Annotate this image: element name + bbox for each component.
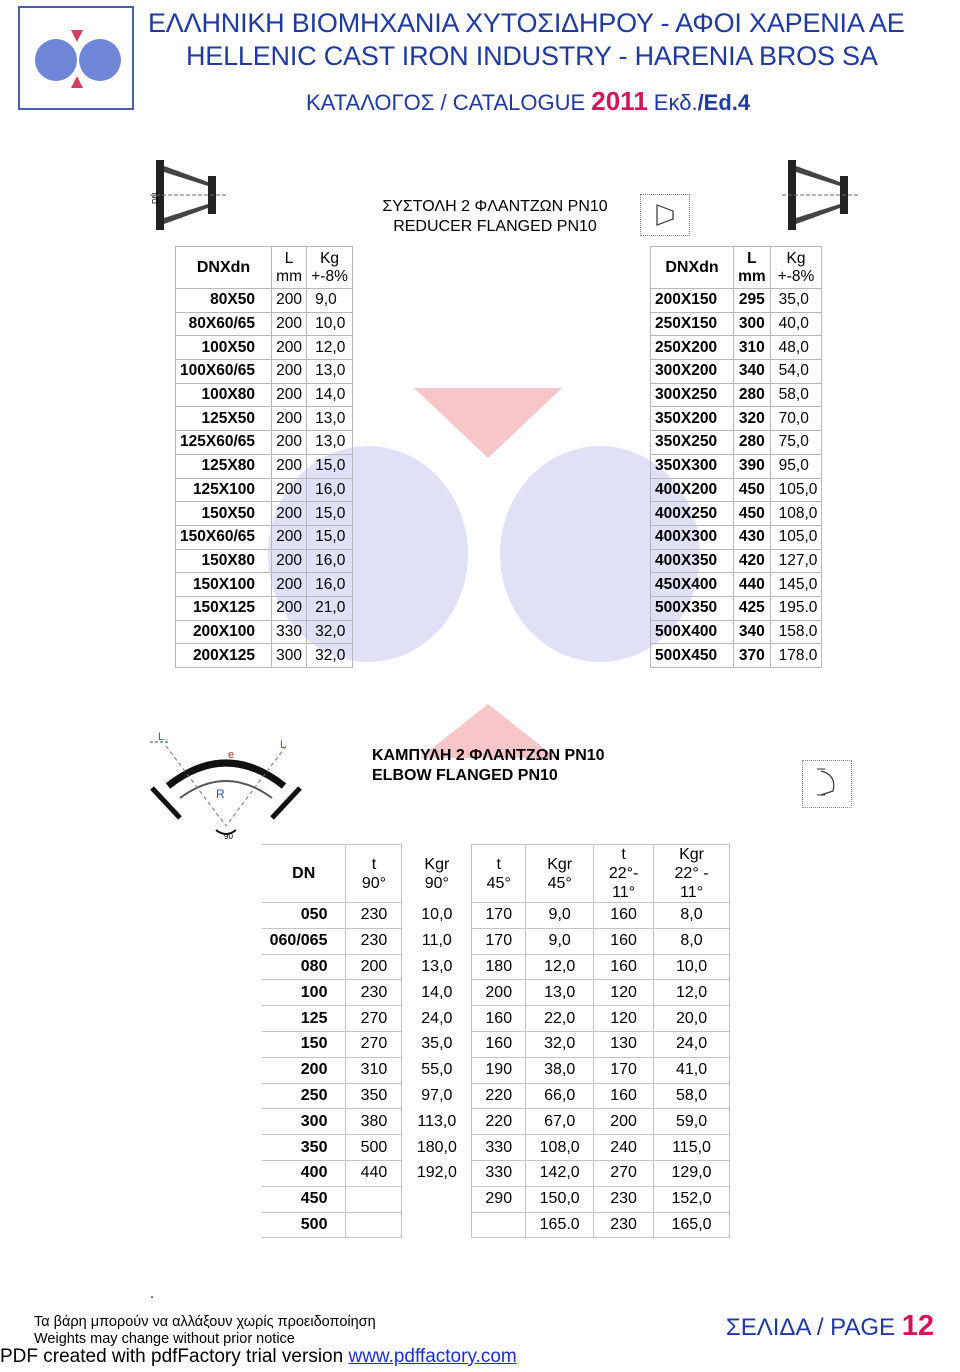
header-kg22: Kgr 22° - 11° [654, 845, 730, 903]
table-cell: 125X50 [176, 407, 272, 431]
pdf-footer-text: PDF created with pdfFactory trial version [0, 1346, 349, 1367]
table-cell: 16,0 [307, 478, 353, 502]
table-row [262, 903, 730, 929]
table-cell: 350X200 [651, 407, 734, 431]
table-row [651, 383, 822, 407]
table-cell: 8,0 [654, 903, 730, 929]
table-cell: 125X80 [176, 454, 272, 478]
elbow-drawing [146, 726, 306, 847]
table-cell: 200 [262, 1057, 346, 1083]
table-cell: 280 [734, 431, 771, 455]
table-row [262, 1160, 730, 1186]
drawing-label-l1: L [158, 731, 165, 743]
table-cell: 16,0 [307, 573, 353, 597]
table-cell: 060/065 [262, 928, 346, 954]
table-cell [402, 1212, 472, 1238]
table-cell: 400X200 [651, 478, 734, 502]
table-cell: 270 [346, 1006, 402, 1032]
table-cell: 160 [594, 903, 654, 929]
pdffactory-link[interactable]: www.pdffactory.com [348, 1346, 517, 1367]
header-weight: Kg +-8% [770, 247, 822, 289]
drawing-label-r: R [216, 787, 225, 801]
reducer-drawing-left [150, 156, 230, 239]
table-cell: 350 [346, 1083, 402, 1109]
table-cell: 158.0 [770, 620, 822, 644]
reducer-right-body [651, 289, 822, 668]
table-cell: 450X400 [651, 573, 734, 597]
table-cell: 400 [262, 1160, 346, 1186]
table-cell: 97,0 [402, 1083, 472, 1109]
table-row [262, 1212, 730, 1238]
table-cell: 15,0 [307, 502, 353, 526]
table-cell: 330 [472, 1135, 526, 1161]
table-cell: 150X125 [176, 596, 272, 620]
table-cell: 230 [346, 928, 402, 954]
table-cell: 160 [472, 1006, 526, 1032]
table-cell: 150X60/65 [176, 525, 272, 549]
table-cell: 70,0 [770, 407, 822, 431]
table-cell: 200 [272, 525, 307, 549]
table-cell: 500X400 [651, 620, 734, 644]
table-cell: 200 [272, 454, 307, 478]
table-cell: 22,0 [526, 1006, 594, 1032]
table-cell: 270 [346, 1031, 402, 1057]
table-cell: 24,0 [654, 1031, 730, 1057]
table-row [651, 312, 822, 336]
table-cell: 220 [472, 1083, 526, 1109]
header-dn: DNXdn [651, 247, 734, 289]
table-cell: 125X100 [176, 478, 272, 502]
table-cell: 165.0 [526, 1212, 594, 1238]
table-cell: 330 [272, 620, 307, 644]
table-cell: 32,0 [307, 644, 353, 668]
table-row [176, 573, 353, 597]
table-cell: 340 [734, 620, 771, 644]
footer-dot: . [150, 1286, 155, 1302]
table-row [651, 407, 822, 431]
table-row [176, 312, 353, 336]
table-cell: 310 [346, 1057, 402, 1083]
table-row [176, 383, 353, 407]
elbow-title [360, 746, 640, 786]
table-cell: 66,0 [526, 1083, 594, 1109]
table-cell: 450 [262, 1186, 346, 1212]
header-t22: t 22°- 11° [594, 845, 654, 903]
table-cell: 58,0 [654, 1083, 730, 1109]
table-cell: 105,0 [770, 478, 822, 502]
table-cell: 380 [346, 1109, 402, 1135]
table-cell: 370 [734, 644, 771, 668]
table-cell: 230 [346, 903, 402, 929]
table-cell: 150 [262, 1031, 346, 1057]
table-cell: 280 [734, 383, 771, 407]
elbow-table [262, 844, 730, 1238]
table-cell: 440 [346, 1160, 402, 1186]
table-cell: 75,0 [770, 431, 822, 455]
table-cell: 80X60/65 [176, 312, 272, 336]
table-row [262, 1109, 730, 1135]
table-cell: 130 [594, 1031, 654, 1057]
table-row [651, 478, 822, 502]
reducer-title [360, 197, 630, 237]
table-row [176, 478, 353, 502]
footer-note-english: Weights may change without prior notice [34, 1331, 295, 1347]
table-row [262, 1006, 730, 1032]
table-cell [346, 1212, 402, 1238]
table-cell: 100X80 [176, 383, 272, 407]
table-cell: 230 [346, 980, 402, 1006]
table-row [176, 525, 353, 549]
table-cell: 150X100 [176, 573, 272, 597]
table-cell: 13,0 [402, 954, 472, 980]
table-cell [472, 1212, 526, 1238]
table-row [176, 620, 353, 644]
table-cell: 300X250 [651, 383, 734, 407]
header-t90: t 90° [346, 845, 402, 903]
table-cell: 100X50 [176, 336, 272, 360]
table-cell: 100 [262, 980, 346, 1006]
table-cell: 12,0 [654, 980, 730, 1006]
table-cell: 340 [734, 360, 771, 384]
table-cell: 160 [594, 954, 654, 980]
table-cell: 14,0 [307, 383, 353, 407]
table-row [262, 980, 730, 1006]
table-cell: 15,0 [307, 525, 353, 549]
reducer-left-body [176, 289, 353, 668]
drawing-label-l2: L [280, 739, 287, 751]
table-cell: 250 [262, 1083, 346, 1109]
catalogue-year: 2011 [591, 86, 648, 116]
reducer-drawing-right [782, 156, 862, 239]
table-row [262, 1186, 730, 1212]
table-row [262, 928, 730, 954]
header-kg45: Kgr 45° [526, 845, 594, 903]
table-cell: 050 [262, 903, 346, 929]
table-cell: 500X450 [651, 644, 734, 668]
table-cell: 32,0 [307, 620, 353, 644]
table-row [651, 644, 822, 668]
table-cell: 450 [734, 502, 771, 526]
table-row [651, 620, 822, 644]
table-row [651, 525, 822, 549]
table-cell: 14,0 [402, 980, 472, 1006]
table-cell: 21,0 [307, 596, 353, 620]
table-cell: 12,0 [526, 954, 594, 980]
page-label: ΣΕΛΙΔΑ / PAGE [725, 1314, 896, 1341]
table-cell: 200 [272, 312, 307, 336]
table-cell: 220 [472, 1109, 526, 1135]
table-cell: 400X250 [651, 502, 734, 526]
table-cell: 200 [272, 502, 307, 526]
table-cell: 35,0 [770, 289, 822, 313]
table-cell: 170 [472, 903, 526, 929]
table-cell: 180 [472, 954, 526, 980]
table-row [176, 289, 353, 313]
table-cell: 170 [594, 1057, 654, 1083]
table-cell: 200 [272, 289, 307, 313]
table-cell: 41,0 [654, 1057, 730, 1083]
table-cell: 500X350 [651, 596, 734, 620]
table-cell: 240 [594, 1135, 654, 1161]
table-cell: 390 [734, 454, 771, 478]
table-cell: 200 [346, 954, 402, 980]
table-cell: 200 [272, 573, 307, 597]
table-cell: 192,0 [402, 1160, 472, 1186]
table-cell: 178.0 [770, 644, 822, 668]
table-cell: 40,0 [770, 312, 822, 336]
table-cell: 115,0 [654, 1135, 730, 1161]
table-cell: 350X300 [651, 454, 734, 478]
table-cell: 20,0 [654, 1006, 730, 1032]
table-cell: 200 [272, 478, 307, 502]
header-dn: DNXdn [176, 247, 272, 289]
table-cell: 450 [734, 478, 771, 502]
company-logo [18, 6, 134, 110]
table-cell: 13,0 [307, 431, 353, 455]
table-cell: 160 [472, 1031, 526, 1057]
table-cell: 295 [734, 289, 771, 313]
table-cell: 350X250 [651, 431, 734, 455]
table-row [262, 1135, 730, 1161]
table-cell: 200X150 [651, 289, 734, 313]
page-number-value: 12 [901, 1310, 934, 1342]
table-cell: 54,0 [770, 360, 822, 384]
table-cell: 108,0 [526, 1135, 594, 1161]
table-cell: 108,0 [770, 502, 822, 526]
table-cell: 430 [734, 525, 771, 549]
table-cell: 330 [472, 1160, 526, 1186]
table-cell: 180,0 [402, 1135, 472, 1161]
table-row [651, 549, 822, 573]
table-cell: 152,0 [654, 1186, 730, 1212]
table-cell: 195.0 [770, 596, 822, 620]
table-cell: 500 [262, 1212, 346, 1238]
catalogue-edition [306, 86, 750, 117]
table-cell: 350 [262, 1135, 346, 1161]
table-cell: 38,0 [526, 1057, 594, 1083]
elbow-title-greek: ΚΑΜΠΥΛΗ 2 ΦΛΑΝΤΖΩΝ PN10 [372, 747, 605, 764]
table-cell: 120 [594, 1006, 654, 1032]
table-cell: 10,0 [402, 903, 472, 929]
table-cell: 9,0 [526, 928, 594, 954]
header-weight: Kg +-8% [307, 247, 353, 289]
table-row [651, 336, 822, 360]
reducer-title-greek: ΣΥΣΤΟΛΗ 2 ΦΛΑΝΤΖΩΝ PN10 [382, 198, 608, 215]
table-cell: 300 [272, 644, 307, 668]
table-cell: 127,0 [770, 549, 822, 573]
table-cell: 420 [734, 549, 771, 573]
table-row [651, 454, 822, 478]
table-row [262, 1057, 730, 1083]
table-row [176, 336, 353, 360]
table-cell: 200 [272, 407, 307, 431]
table-cell: 10,0 [307, 312, 353, 336]
company-name-english: HELLENIC CAST IRON INDUSTRY - HARENIA BROS SA [186, 41, 878, 71]
table-cell: 200 [472, 980, 526, 1006]
table-cell: 230 [594, 1186, 654, 1212]
table-row [651, 573, 822, 597]
table-cell: 48,0 [770, 336, 822, 360]
table-cell: 425 [734, 596, 771, 620]
table-cell: 142,0 [526, 1160, 594, 1186]
table-row [176, 502, 353, 526]
catalogue-label: ΚΑΤΑΛΟΓΟΣ / CATALOGUE [306, 90, 586, 115]
table-cell: 9,0 [526, 903, 594, 929]
header-dn: DN [262, 845, 346, 903]
table-cell: 270 [594, 1160, 654, 1186]
elbow-title-english: ELBOW FLANGED PN10 [372, 767, 558, 784]
table-cell: 67,0 [526, 1109, 594, 1135]
table-cell: 400X350 [651, 549, 734, 573]
reducer-table-right [650, 246, 822, 668]
reducer-title-english: REDUCER FLANGED PN10 [393, 218, 597, 235]
table-cell: 200 [594, 1109, 654, 1135]
table-cell [402, 1186, 472, 1212]
svg-text:DN: DN [151, 192, 160, 204]
table-cell: 24,0 [402, 1006, 472, 1032]
table-cell: 13,0 [307, 407, 353, 431]
table-cell: 113,0 [402, 1109, 472, 1135]
watermark-triangle-top [414, 388, 562, 458]
table-cell: 230 [594, 1212, 654, 1238]
table-cell: 500 [346, 1135, 402, 1161]
table-row [176, 360, 353, 384]
table-cell: 200 [272, 596, 307, 620]
table-cell: 10,0 [654, 954, 730, 980]
table-row [262, 1083, 730, 1109]
table-cell: 250X150 [651, 312, 734, 336]
table-cell: 300 [262, 1109, 346, 1135]
table-cell: 200 [272, 336, 307, 360]
table-cell: 200 [272, 549, 307, 573]
table-cell: 250X200 [651, 336, 734, 360]
drawing-label-e: e [228, 749, 235, 761]
reducer-symbol-icon [640, 194, 690, 236]
table-cell: 55,0 [402, 1057, 472, 1083]
table-cell: 150X50 [176, 502, 272, 526]
reducer-table-left [175, 246, 353, 668]
table-cell: 300 [734, 312, 771, 336]
table-cell: 200X100 [176, 620, 272, 644]
table-cell: 310 [734, 336, 771, 360]
drawing-label-angle: 90 [224, 832, 233, 841]
table-cell: 100X60/65 [176, 360, 272, 384]
table-cell: 8,0 [654, 928, 730, 954]
table-cell: 170 [472, 928, 526, 954]
table-cell: 080 [262, 954, 346, 980]
elbow-symbol-icon [802, 760, 852, 808]
table-cell: 13,0 [526, 980, 594, 1006]
table-cell: 190 [472, 1057, 526, 1083]
table-row [176, 407, 353, 431]
table-cell: 200 [272, 360, 307, 384]
table-cell: 9,0 [307, 289, 353, 313]
pdf-footer [0, 1346, 517, 1368]
table-cell: 440 [734, 573, 771, 597]
table-row [176, 431, 353, 455]
table-row [176, 644, 353, 668]
table-cell: 300X200 [651, 360, 734, 384]
table-cell: 35,0 [402, 1031, 472, 1057]
table-cell: 12,0 [307, 336, 353, 360]
table-cell: 290 [472, 1186, 526, 1212]
table-cell: 15,0 [307, 454, 353, 478]
table-row [176, 549, 353, 573]
table-cell: 11,0 [402, 928, 472, 954]
table-cell: 320 [734, 407, 771, 431]
table-cell: 200 [272, 431, 307, 455]
table-row [176, 596, 353, 620]
table-cell: 13,0 [307, 360, 353, 384]
header-length: L mm [734, 247, 771, 289]
table-cell: 200 [272, 383, 307, 407]
company-name-greek: ΕΛΛΗΝΙΚΗ ΒΙΟΜΗΧΑΝΙΑ ΧΥΤΟΣΙΔΗΡΟΥ - ΑΦΟΙ ΧΑΡΕΝΙΑ ΑΕ [148, 8, 905, 38]
table-cell: 200X125 [176, 644, 272, 668]
edition-number: /Ed.4 [697, 90, 751, 115]
table-row [262, 954, 730, 980]
table-row [651, 502, 822, 526]
table-row [262, 1031, 730, 1057]
footer-note-greek: Τα βάρη μπορούν να αλλάξουν χωρίς προειδοποίηση [34, 1314, 376, 1330]
table-row [651, 289, 822, 313]
header-kg90: Kgr 90° [402, 845, 472, 903]
table-cell: 150X80 [176, 549, 272, 573]
table-cell: 105,0 [770, 525, 822, 549]
table-row [176, 454, 353, 478]
table-cell: 80X50 [176, 289, 272, 313]
table-cell: 150,0 [526, 1186, 594, 1212]
table-cell: 145,0 [770, 573, 822, 597]
page-number [726, 1310, 934, 1343]
table-cell: 16,0 [307, 549, 353, 573]
header-length: L mm [272, 247, 307, 289]
table-cell: 58,0 [770, 383, 822, 407]
table-cell: 129,0 [654, 1160, 730, 1186]
table-cell: 95,0 [770, 454, 822, 478]
edition-prefix: Εκδ. [653, 90, 698, 115]
elbow-table-body [262, 903, 730, 1238]
table-cell: 32,0 [526, 1031, 594, 1057]
table-row [651, 360, 822, 384]
table-row [651, 431, 822, 455]
table-cell: 125 [262, 1006, 346, 1032]
table-cell: 400X300 [651, 525, 734, 549]
table-cell: 59,0 [654, 1109, 730, 1135]
table-cell: 160 [594, 1083, 654, 1109]
table-cell: 165,0 [654, 1212, 730, 1238]
table-cell: 120 [594, 980, 654, 1006]
header-t45: t 45° [472, 845, 526, 903]
table-cell: 160 [594, 928, 654, 954]
table-cell: 125X60/65 [176, 431, 272, 455]
table-cell [346, 1186, 402, 1212]
table-row [651, 596, 822, 620]
